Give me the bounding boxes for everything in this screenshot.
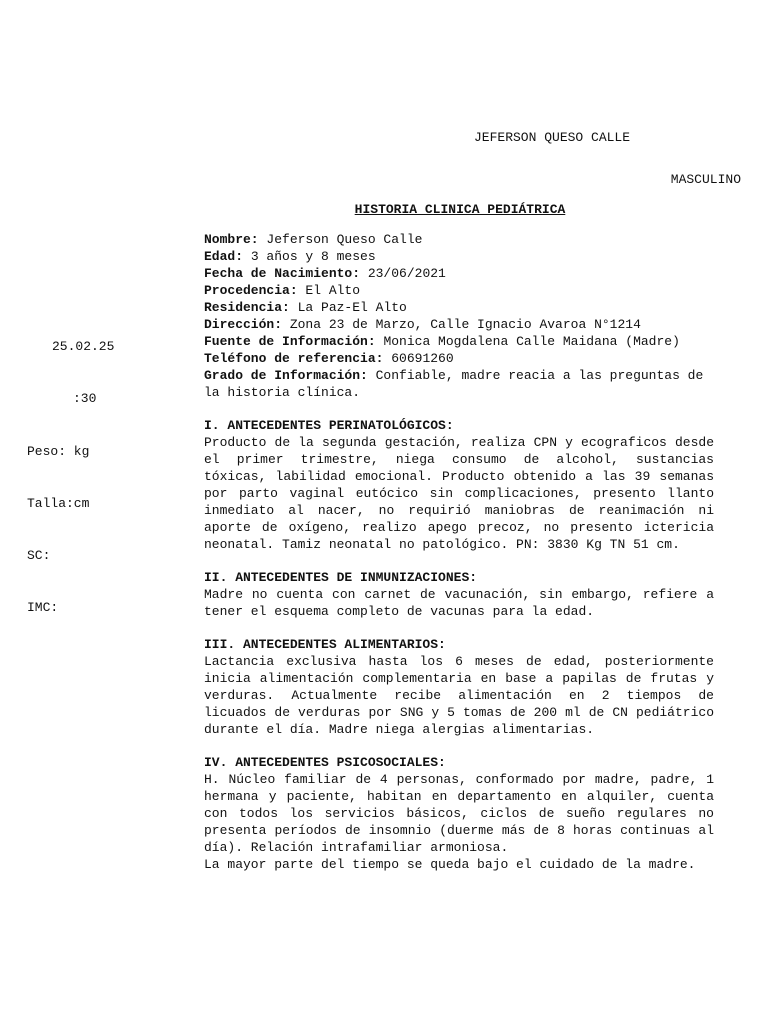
section-title: IV. ANTECEDENTES PSICOSOCIALES: xyxy=(204,755,446,770)
field-label: Nombre: xyxy=(204,232,259,247)
history-section xyxy=(204,754,714,873)
section-paragraph: H. Núcleo familiar de 4 personas, conformado por madre, padre, 1 hermana y paciente, habitan en departamento en alquiler, cuenta con todos los servicios básicos, ciclos de sueño regulares no presenta períodos de insomnio (duerme más de 8 horas continuas al día). Relación intrafamiliar armoniosa. xyxy=(204,772,714,855)
vitals-weight: Peso: kg xyxy=(27,443,90,459)
field-label: Fuente de Información: xyxy=(204,334,376,349)
patient-field xyxy=(204,248,714,265)
history-section xyxy=(204,636,714,738)
field-value: Zona 23 de Marzo, Calle Ignacio Avaroa N°1214 xyxy=(282,317,641,332)
document-title: HISTORIA CLINICA PEDIÁTRICA xyxy=(354,202,566,217)
section-title: II. ANTECEDENTES DE INMUNIZACIONES: xyxy=(204,570,478,585)
section-paragraph: Producto de la segunda gestación, realiza CPN y ecograficos desde el primer trimestre, niega consumo de alcohol, sustancias tóxicas, labilidad emocional. Producto obtenido a las 39 semanas por parto vaginal eutócico sin complicaciones, presento llanto inmediato al nacer, no requirió maniobras de reanimación ni aporte de oxígeno, realizo apego precoz, no presento ictericia neonatal. Tamiz neonatal no patológico. PN: 3830 Kg TN 51 cm. xyxy=(204,435,714,552)
field-label: Residencia: xyxy=(204,300,290,315)
patient-field xyxy=(204,367,714,401)
patient-field xyxy=(204,333,714,350)
patient-field xyxy=(204,282,714,299)
field-label: Procedencia: xyxy=(204,283,298,298)
field-label: Fecha de Nacimiento: xyxy=(204,266,361,281)
vitals-imc: IMC: xyxy=(27,600,59,616)
field-label: Teléfono de referencia: xyxy=(204,351,384,366)
field-value: 23/06/2021 xyxy=(360,266,446,281)
vitals-time: :30 xyxy=(73,391,97,407)
field-value: 60691260 xyxy=(383,351,454,366)
field-value: 3 años y 8 meses xyxy=(243,249,376,264)
patient-name-header: JEFERSON QUESO CALLE xyxy=(474,130,631,145)
field-label: Dirección: xyxy=(204,317,283,332)
vitals-sc: SC: xyxy=(27,548,51,564)
section-paragraph: Lactancia exclusiva hasta los 6 meses de edad, posteriormente inicia alimentación complementaria en base a papilas de frutas y verduras. Actualmente recibe alimentación en 2 tiempos de licuados de verduras por SNG y 5 tomas de 200 ml de CN pediátrico durante el día. Madre niega alergias alimentarias. xyxy=(204,654,714,737)
field-value: El Alto xyxy=(297,283,361,298)
patient-field xyxy=(204,299,714,316)
patient-field xyxy=(204,316,714,333)
history-section xyxy=(204,569,714,620)
history-section xyxy=(204,417,714,553)
vitals-height: Talla:cm xyxy=(27,495,90,511)
field-value: Jeferson Queso Calle xyxy=(258,232,423,247)
field-label: Edad: xyxy=(204,249,244,264)
field-label: Grado de Información: xyxy=(204,368,368,383)
patient-field xyxy=(204,231,714,248)
clinical-history-body xyxy=(204,231,714,873)
patient-field xyxy=(204,350,714,367)
field-value: Confiable, madre reacia a las preguntas de la historia clínica. xyxy=(204,368,704,400)
vitals-block xyxy=(27,304,114,635)
vitals-date: 25.02.25 xyxy=(52,339,115,354)
section-title: III. ANTECEDENTES ALIMENTARIOS: xyxy=(204,637,446,652)
patient-info xyxy=(204,231,714,401)
section-paragraph: Madre no cuenta con carnet de vacunación, sin embargo, refiere a tener el esquema completo de vacunas para la edad. xyxy=(204,587,714,619)
section-title: I. ANTECEDENTES PERINATOLÓGICOS: xyxy=(204,418,454,433)
history-sections xyxy=(204,417,714,873)
patient-field xyxy=(204,265,714,282)
sex-header: MASCULINO xyxy=(670,172,741,187)
section-paragraph: La mayor parte del tiempo se queda bajo el cuidado de la madre. xyxy=(204,857,696,872)
field-value: La Paz-El Alto xyxy=(289,300,407,315)
field-value: Monica Mogdalena Calle Maidana (Madre) xyxy=(375,334,680,349)
